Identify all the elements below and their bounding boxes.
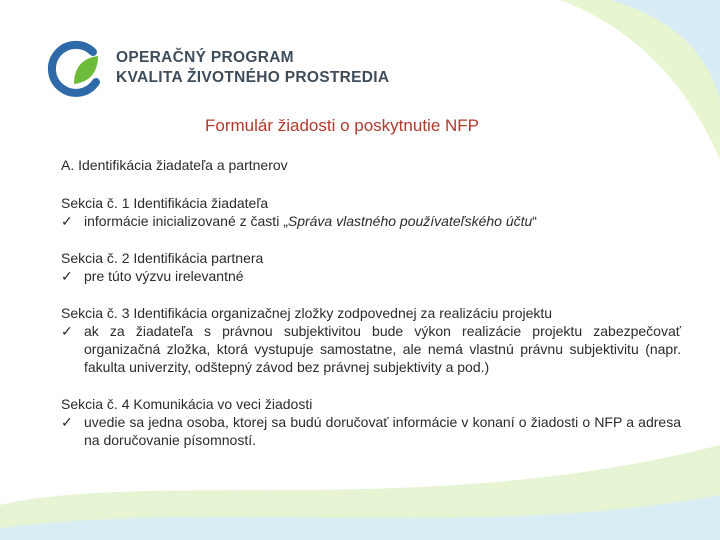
- check-icon: ✓: [61, 323, 73, 339]
- section-3: [61, 304, 681, 376]
- bullet-text: [84, 212, 681, 230]
- section-2: [61, 249, 681, 285]
- check-icon: ✓: [61, 213, 73, 229]
- bullet-text: uvedie sa jedna osoba, ktorej sa budú doručovať informácie v konaní o žiadosti o NFP a adresa na doručovanie písomností.: [84, 414, 681, 448]
- section-1: [61, 194, 681, 230]
- bullet-text-prefix: informácie inicializované z časti „: [84, 213, 288, 229]
- part-heading: A. Identifikácia žiadateľa a partnerov: [61, 157, 288, 173]
- program-logo-icon: [44, 38, 106, 100]
- bullet-item: [61, 267, 681, 285]
- section-4: [61, 395, 681, 449]
- section-heading: Sekcia č. 3 Identifikácia organizačnej zložky zodpovednej za realizáciu projektu: [61, 305, 553, 321]
- section-heading: Sekcia č. 2 Identifikácia partnera: [61, 250, 264, 266]
- check-icon: ✓: [61, 414, 73, 430]
- bullet-item: [61, 212, 681, 230]
- content-body: [61, 156, 681, 468]
- section-heading: Sekcia č. 4 Komunikácia vo veci žiadosti: [61, 396, 313, 412]
- logo-line-1: OPERAČNÝ PROGRAM: [116, 49, 294, 66]
- section-heading: Sekcia č. 1 Identifikácia žiadateľa: [61, 195, 269, 211]
- bullet-text-italic: Správa vlastného používateľského účtu: [287, 213, 533, 229]
- logo-text: [116, 48, 389, 88]
- page-title: Formulár žiadosti o poskytnutie NFP: [205, 116, 479, 135]
- bullet-text: ak za žiadateľa s právnou subjektivitou bude výkon realizácie projektu zabezpečovať organizačná zložka, ktorá vystupuje samostatne, ale nemá vlastnú právnu subjektivitu (napr. fakulta univerzity, odštepný závod bez právnej subjektivity a pod.): [84, 323, 681, 375]
- check-icon: ✓: [61, 268, 73, 284]
- bullet-text-suffix: “: [532, 213, 537, 229]
- bullet-item: [61, 413, 681, 449]
- logo-line-2: KVALITA ŽIVOTNÉHO PROSTREDIA: [116, 69, 390, 86]
- bullet-text: pre túto výzvu irelevantné: [84, 268, 244, 284]
- bullet-item: [61, 322, 681, 376]
